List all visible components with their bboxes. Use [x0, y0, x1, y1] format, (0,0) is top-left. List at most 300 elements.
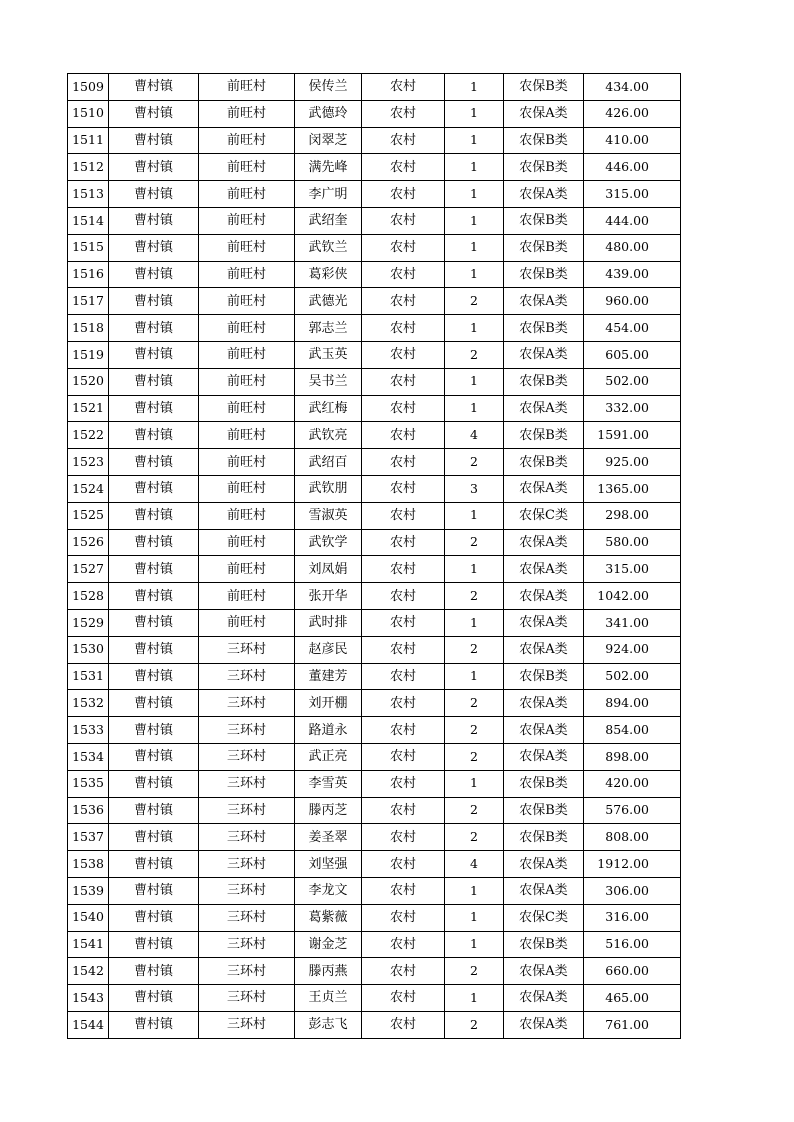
amount-cell: 341.00: [584, 609, 681, 636]
name-cell: 武钦兰: [295, 234, 362, 261]
category-cell: 农村: [362, 100, 445, 127]
village-cell: 三环村: [199, 851, 295, 878]
name-cell: 路道永: [295, 717, 362, 744]
name-cell: 侯传兰: [295, 74, 362, 101]
name-cell: 满先峰: [295, 154, 362, 181]
town-cell: 曹村镇: [109, 154, 199, 181]
village-cell: 前旺村: [199, 422, 295, 449]
table-row: [68, 717, 681, 744]
insurance-type-cell: 农保A类: [504, 743, 584, 770]
category-cell: 农村: [362, 395, 445, 422]
town-cell: 曹村镇: [109, 636, 199, 663]
table-row: [68, 609, 681, 636]
village-cell: 三环村: [199, 985, 295, 1012]
name-cell: 李广明: [295, 181, 362, 208]
amount-cell: 315.00: [584, 556, 681, 583]
amount-cell: 298.00: [584, 502, 681, 529]
village-cell: 三环村: [199, 717, 295, 744]
table-row: [68, 100, 681, 127]
household-size-cell: 1: [445, 74, 504, 101]
category-cell: 农村: [362, 663, 445, 690]
serial-number-cell: 1542: [68, 958, 109, 985]
amount-cell: 315.00: [584, 181, 681, 208]
name-cell: 武钦亮: [295, 422, 362, 449]
village-cell: 三环村: [199, 690, 295, 717]
town-cell: 曹村镇: [109, 931, 199, 958]
town-cell: 曹村镇: [109, 877, 199, 904]
name-cell: 武红梅: [295, 395, 362, 422]
household-size-cell: 2: [445, 797, 504, 824]
serial-number-cell: 1513: [68, 181, 109, 208]
serial-number-cell: 1531: [68, 663, 109, 690]
amount-cell: 502.00: [584, 368, 681, 395]
insurance-type-cell: 农保B类: [504, 449, 584, 476]
insurance-type-cell: 农保A类: [504, 1011, 584, 1038]
table-row: [68, 502, 681, 529]
category-cell: 农村: [362, 341, 445, 368]
name-cell: 姜圣翠: [295, 824, 362, 851]
town-cell: 曹村镇: [109, 717, 199, 744]
insurance-type-cell: 农保B类: [504, 315, 584, 342]
category-cell: 农村: [362, 797, 445, 824]
village-cell: 前旺村: [199, 475, 295, 502]
household-size-cell: 2: [445, 958, 504, 985]
serial-number-cell: 1525: [68, 502, 109, 529]
name-cell: 张开华: [295, 583, 362, 610]
household-size-cell: 1: [445, 877, 504, 904]
serial-number-cell: 1540: [68, 904, 109, 931]
household-size-cell: 1: [445, 315, 504, 342]
category-cell: 农村: [362, 931, 445, 958]
village-cell: 前旺村: [199, 556, 295, 583]
name-cell: 彭志飞: [295, 1011, 362, 1038]
insurance-type-cell: 农保B类: [504, 234, 584, 261]
household-size-cell: 1: [445, 556, 504, 583]
insurance-type-cell: 农保A类: [504, 181, 584, 208]
serial-number-cell: 1514: [68, 207, 109, 234]
amount-cell: 580.00: [584, 529, 681, 556]
amount-cell: 420.00: [584, 770, 681, 797]
amount-cell: 660.00: [584, 958, 681, 985]
table-row: [68, 127, 681, 154]
household-size-cell: 4: [445, 422, 504, 449]
household-size-cell: 1: [445, 100, 504, 127]
town-cell: 曹村镇: [109, 663, 199, 690]
household-size-cell: 1: [445, 154, 504, 181]
insurance-type-cell: 农保A类: [504, 958, 584, 985]
village-cell: 前旺村: [199, 207, 295, 234]
name-cell: 武玉英: [295, 341, 362, 368]
village-cell: 前旺村: [199, 315, 295, 342]
serial-number-cell: 1527: [68, 556, 109, 583]
serial-number-cell: 1534: [68, 743, 109, 770]
village-cell: 三环村: [199, 770, 295, 797]
category-cell: 农村: [362, 154, 445, 181]
serial-number-cell: 1521: [68, 395, 109, 422]
village-cell: 前旺村: [199, 261, 295, 288]
household-size-cell: 1: [445, 931, 504, 958]
household-size-cell: 2: [445, 636, 504, 663]
category-cell: 农村: [362, 690, 445, 717]
insurance-type-cell: 农保B类: [504, 770, 584, 797]
town-cell: 曹村镇: [109, 770, 199, 797]
name-cell: 刘坚强: [295, 851, 362, 878]
serial-number-cell: 1518: [68, 315, 109, 342]
insurance-type-cell: 农保A类: [504, 100, 584, 127]
town-cell: 曹村镇: [109, 422, 199, 449]
village-cell: 三环村: [199, 797, 295, 824]
serial-number-cell: 1509: [68, 74, 109, 101]
insurance-type-cell: 农保A类: [504, 341, 584, 368]
serial-number-cell: 1510: [68, 100, 109, 127]
village-cell: 前旺村: [199, 609, 295, 636]
amount-cell: 808.00: [584, 824, 681, 851]
household-size-cell: 1: [445, 207, 504, 234]
name-cell: 雪淑英: [295, 502, 362, 529]
name-cell: 葛彩侠: [295, 261, 362, 288]
household-size-cell: 1: [445, 904, 504, 931]
household-size-cell: 1: [445, 663, 504, 690]
amount-cell: 1591.00: [584, 422, 681, 449]
insurance-type-cell: 农保A类: [504, 556, 584, 583]
insurance-type-cell: 农保A类: [504, 529, 584, 556]
amount-cell: 894.00: [584, 690, 681, 717]
town-cell: 曹村镇: [109, 609, 199, 636]
town-cell: 曹村镇: [109, 690, 199, 717]
amount-cell: 924.00: [584, 636, 681, 663]
village-cell: 三环村: [199, 743, 295, 770]
serial-number-cell: 1529: [68, 609, 109, 636]
serial-number-cell: 1524: [68, 475, 109, 502]
household-size-cell: 1: [445, 261, 504, 288]
village-cell: 三环村: [199, 931, 295, 958]
insurance-type-cell: 农保B类: [504, 127, 584, 154]
name-cell: 郭志兰: [295, 315, 362, 342]
town-cell: 曹村镇: [109, 958, 199, 985]
table-row: [68, 368, 681, 395]
town-cell: 曹村镇: [109, 315, 199, 342]
table-row: [68, 636, 681, 663]
village-cell: 三环村: [199, 824, 295, 851]
serial-number-cell: 1533: [68, 717, 109, 744]
category-cell: 农村: [362, 824, 445, 851]
household-size-cell: 2: [445, 341, 504, 368]
insurance-type-cell: 农保B类: [504, 368, 584, 395]
category-cell: 农村: [362, 717, 445, 744]
category-cell: 农村: [362, 583, 445, 610]
village-cell: 三环村: [199, 663, 295, 690]
amount-cell: 898.00: [584, 743, 681, 770]
name-cell: 董建芳: [295, 663, 362, 690]
serial-number-cell: 1522: [68, 422, 109, 449]
amount-cell: 761.00: [584, 1011, 681, 1038]
amount-cell: 605.00: [584, 341, 681, 368]
town-cell: 曹村镇: [109, 261, 199, 288]
table-row: [68, 985, 681, 1012]
name-cell: 武德光: [295, 288, 362, 315]
town-cell: 曹村镇: [109, 985, 199, 1012]
village-cell: 前旺村: [199, 368, 295, 395]
amount-cell: 854.00: [584, 717, 681, 744]
town-cell: 曹村镇: [109, 797, 199, 824]
name-cell: 武绍奎: [295, 207, 362, 234]
village-cell: 三环村: [199, 904, 295, 931]
town-cell: 曹村镇: [109, 904, 199, 931]
serial-number-cell: 1532: [68, 690, 109, 717]
serial-number-cell: 1538: [68, 851, 109, 878]
table-row: [68, 663, 681, 690]
insurance-type-cell: 农保B类: [504, 207, 584, 234]
amount-cell: 410.00: [584, 127, 681, 154]
amount-cell: 960.00: [584, 288, 681, 315]
town-cell: 曹村镇: [109, 288, 199, 315]
household-size-cell: 2: [445, 690, 504, 717]
household-size-cell: 2: [445, 1011, 504, 1038]
name-cell: 李雪英: [295, 770, 362, 797]
household-size-cell: 1: [445, 609, 504, 636]
table-row: [68, 74, 681, 101]
table-row: [68, 154, 681, 181]
amount-cell: 306.00: [584, 877, 681, 904]
category-cell: 农村: [362, 181, 445, 208]
household-size-cell: 1: [445, 368, 504, 395]
village-cell: 前旺村: [199, 100, 295, 127]
amount-cell: 426.00: [584, 100, 681, 127]
name-cell: 武德玲: [295, 100, 362, 127]
category-cell: 农村: [362, 315, 445, 342]
table-row: [68, 261, 681, 288]
village-cell: 前旺村: [199, 288, 295, 315]
table-row: [68, 1011, 681, 1038]
household-size-cell: 2: [445, 449, 504, 476]
serial-number-cell: 1516: [68, 261, 109, 288]
insurance-type-cell: 农保B类: [504, 154, 584, 181]
category-cell: 农村: [362, 234, 445, 261]
name-cell: 武钦朋: [295, 475, 362, 502]
insurance-type-cell: 农保A类: [504, 583, 584, 610]
village-cell: 前旺村: [199, 395, 295, 422]
village-cell: 前旺村: [199, 449, 295, 476]
household-size-cell: 2: [445, 743, 504, 770]
household-size-cell: 2: [445, 717, 504, 744]
serial-number-cell: 1536: [68, 797, 109, 824]
town-cell: 曹村镇: [109, 368, 199, 395]
household-size-cell: 1: [445, 395, 504, 422]
village-cell: 前旺村: [199, 127, 295, 154]
amount-cell: 576.00: [584, 797, 681, 824]
table-row: [68, 851, 681, 878]
category-cell: 农村: [362, 502, 445, 529]
village-cell: 三环村: [199, 877, 295, 904]
amount-cell: 316.00: [584, 904, 681, 931]
village-cell: 前旺村: [199, 583, 295, 610]
table-row: [68, 315, 681, 342]
insurance-type-cell: 农保A类: [504, 288, 584, 315]
town-cell: 曹村镇: [109, 556, 199, 583]
table-row: [68, 234, 681, 261]
serial-number-cell: 1523: [68, 449, 109, 476]
serial-number-cell: 1528: [68, 583, 109, 610]
category-cell: 农村: [362, 288, 445, 315]
village-cell: 前旺村: [199, 181, 295, 208]
serial-number-cell: 1517: [68, 288, 109, 315]
insurance-type-cell: 农保A类: [504, 475, 584, 502]
category-cell: 农村: [362, 422, 445, 449]
category-cell: 农村: [362, 609, 445, 636]
category-cell: 农村: [362, 368, 445, 395]
insurance-type-cell: 农保B类: [504, 74, 584, 101]
category-cell: 农村: [362, 877, 445, 904]
table-row: [68, 207, 681, 234]
village-cell: 前旺村: [199, 154, 295, 181]
name-cell: 葛紫薇: [295, 904, 362, 931]
table-row: [68, 931, 681, 958]
table-row: [68, 958, 681, 985]
amount-cell: 502.00: [584, 663, 681, 690]
name-cell: 武钦学: [295, 529, 362, 556]
town-cell: 曹村镇: [109, 743, 199, 770]
table-row: [68, 475, 681, 502]
household-size-cell: 2: [445, 824, 504, 851]
name-cell: 吴书兰: [295, 368, 362, 395]
amount-cell: 332.00: [584, 395, 681, 422]
serial-number-cell: 1511: [68, 127, 109, 154]
town-cell: 曹村镇: [109, 475, 199, 502]
village-cell: 前旺村: [199, 341, 295, 368]
insurance-type-cell: 农保B类: [504, 797, 584, 824]
name-cell: 闵翠芝: [295, 127, 362, 154]
table-row: [68, 743, 681, 770]
insurance-type-cell: 农保C类: [504, 904, 584, 931]
table-row: [68, 529, 681, 556]
town-cell: 曹村镇: [109, 529, 199, 556]
amount-cell: 925.00: [584, 449, 681, 476]
village-cell: 三环村: [199, 1011, 295, 1038]
serial-number-cell: 1541: [68, 931, 109, 958]
insurance-type-cell: 农保A类: [504, 690, 584, 717]
village-cell: 前旺村: [199, 74, 295, 101]
name-cell: 赵彦民: [295, 636, 362, 663]
name-cell: 武时排: [295, 609, 362, 636]
serial-number-cell: 1515: [68, 234, 109, 261]
amount-cell: 1042.00: [584, 583, 681, 610]
household-size-cell: 3: [445, 475, 504, 502]
category-cell: 农村: [362, 74, 445, 101]
category-cell: 农村: [362, 985, 445, 1012]
category-cell: 农村: [362, 207, 445, 234]
name-cell: 武绍百: [295, 449, 362, 476]
table-row: [68, 449, 681, 476]
category-cell: 农村: [362, 1011, 445, 1038]
category-cell: 农村: [362, 556, 445, 583]
category-cell: 农村: [362, 904, 445, 931]
serial-number-cell: 1530: [68, 636, 109, 663]
serial-number-cell: 1543: [68, 985, 109, 1012]
town-cell: 曹村镇: [109, 395, 199, 422]
category-cell: 农村: [362, 261, 445, 288]
household-size-cell: 2: [445, 288, 504, 315]
insurance-type-cell: 农保B类: [504, 261, 584, 288]
amount-cell: 434.00: [584, 74, 681, 101]
household-size-cell: 1: [445, 127, 504, 154]
amount-cell: 439.00: [584, 261, 681, 288]
insurance-type-cell: 农保A类: [504, 851, 584, 878]
serial-number-cell: 1537: [68, 824, 109, 851]
name-cell: 刘凤娟: [295, 556, 362, 583]
household-size-cell: 1: [445, 770, 504, 797]
amount-cell: 1365.00: [584, 475, 681, 502]
table-row: [68, 341, 681, 368]
town-cell: 曹村镇: [109, 1011, 199, 1038]
category-cell: 农村: [362, 475, 445, 502]
insurance-type-cell: 农保A类: [504, 636, 584, 663]
category-cell: 农村: [362, 958, 445, 985]
household-size-cell: 1: [445, 181, 504, 208]
village-cell: 三环村: [199, 636, 295, 663]
household-size-cell: 4: [445, 851, 504, 878]
serial-number-cell: 1544: [68, 1011, 109, 1038]
insurance-type-cell: 农保A类: [504, 877, 584, 904]
town-cell: 曹村镇: [109, 824, 199, 851]
household-size-cell: 1: [445, 985, 504, 1012]
serial-number-cell: 1535: [68, 770, 109, 797]
insurance-type-cell: 农保B类: [504, 663, 584, 690]
serial-number-cell: 1520: [68, 368, 109, 395]
table-row: [68, 690, 681, 717]
amount-cell: 516.00: [584, 931, 681, 958]
category-cell: 农村: [362, 449, 445, 476]
village-cell: 三环村: [199, 958, 295, 985]
category-cell: 农村: [362, 770, 445, 797]
name-cell: 武正亮: [295, 743, 362, 770]
table-row: [68, 422, 681, 449]
name-cell: 滕丙芝: [295, 797, 362, 824]
amount-cell: 1912.00: [584, 851, 681, 878]
name-cell: 滕丙燕: [295, 958, 362, 985]
table-row: [68, 877, 681, 904]
name-cell: 王贞兰: [295, 985, 362, 1012]
insurance-type-cell: 农保B类: [504, 422, 584, 449]
name-cell: 刘开棚: [295, 690, 362, 717]
category-cell: 农村: [362, 529, 445, 556]
household-size-cell: 1: [445, 234, 504, 261]
name-cell: 李龙文: [295, 877, 362, 904]
village-cell: 前旺村: [199, 502, 295, 529]
town-cell: 曹村镇: [109, 851, 199, 878]
name-cell: 谢金芝: [295, 931, 362, 958]
table-row: [68, 797, 681, 824]
household-size-cell: 2: [445, 529, 504, 556]
village-cell: 前旺村: [199, 529, 295, 556]
insurance-type-cell: 农保A类: [504, 985, 584, 1012]
insurance-type-cell: 农保A类: [504, 609, 584, 636]
serial-number-cell: 1526: [68, 529, 109, 556]
serial-number-cell: 1512: [68, 154, 109, 181]
category-cell: 农村: [362, 127, 445, 154]
amount-cell: 480.00: [584, 234, 681, 261]
household-size-cell: 2: [445, 583, 504, 610]
amount-cell: 465.00: [584, 985, 681, 1012]
table-row: [68, 181, 681, 208]
insurance-type-cell: 农保A类: [504, 395, 584, 422]
table-body: [68, 74, 681, 1039]
table-row: [68, 904, 681, 931]
table-row: [68, 770, 681, 797]
town-cell: 曹村镇: [109, 181, 199, 208]
town-cell: 曹村镇: [109, 449, 199, 476]
serial-number-cell: 1539: [68, 877, 109, 904]
insurance-type-cell: 农保C类: [504, 502, 584, 529]
